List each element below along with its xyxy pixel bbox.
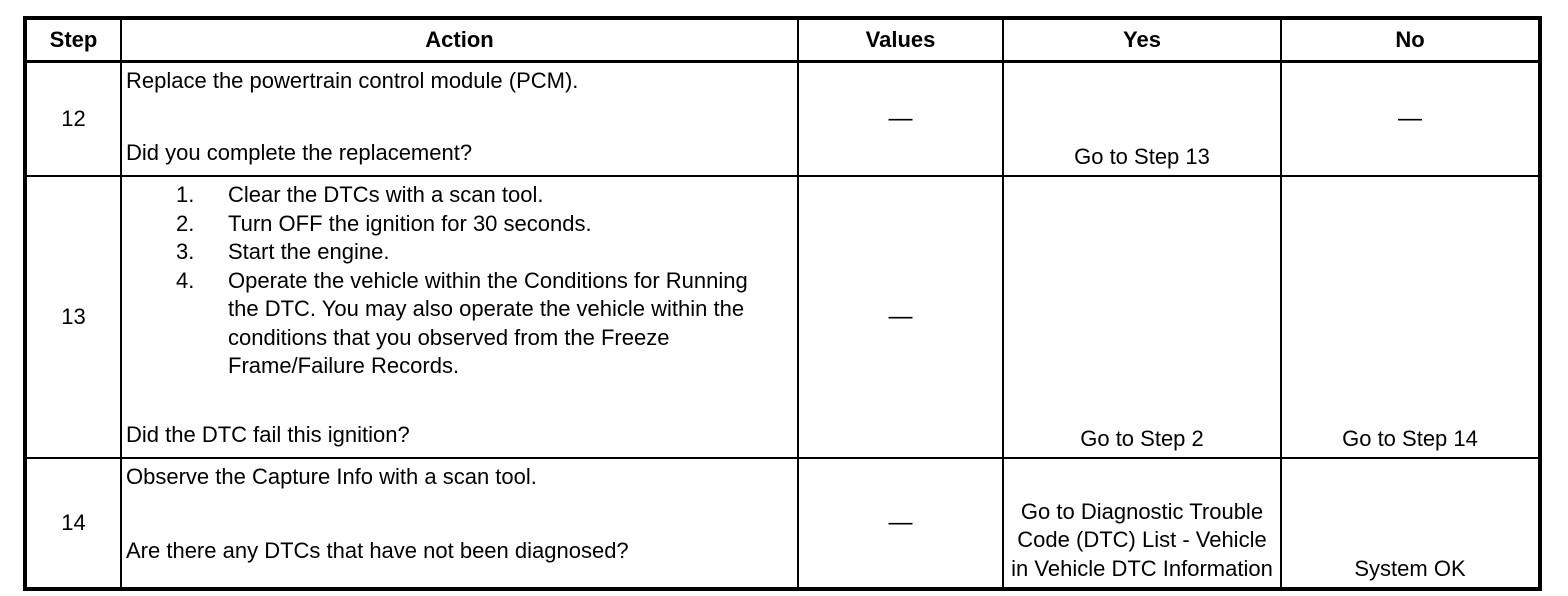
yes-cell [1003, 458, 1281, 589]
list-item-text: Clear the DTCs with a scan tool. [228, 182, 544, 207]
list-item [176, 210, 791, 239]
action-question: Did you complete the replacement? [126, 139, 473, 165]
action-cell [121, 62, 798, 177]
yes-cell [1003, 176, 1281, 458]
diagnostic-table [23, 16, 1542, 591]
values-dash: — [888, 302, 913, 330]
action-question: Did the DTC fail this ignition? [126, 421, 410, 447]
header-values: Values [798, 18, 1003, 62]
list-item-text: Turn OFF the ignition for 30 seconds. [228, 210, 592, 236]
list-item-text: Operate the vehicle within the Conditions for Running the DTC. You may also operate the vehicle within the conditions that you observed from the Freeze Frame/Failure Records. [228, 267, 748, 378]
action-steps-list [126, 181, 791, 381]
yes-result: Go to Step 13 [1074, 143, 1210, 169]
header-step: Step [25, 18, 121, 62]
step-number: 14 [25, 458, 121, 589]
values-dash: — [888, 104, 913, 132]
table-row [25, 176, 1540, 458]
step-number: 13 [25, 176, 121, 458]
list-item-number: 4. [176, 267, 195, 293]
list-item-number: 3. [176, 239, 195, 264]
action-steps [126, 181, 791, 381]
no-cell [1281, 458, 1540, 589]
yes-cell [1003, 62, 1281, 177]
list-item-text: Start the engine. [228, 239, 390, 264]
table-row [25, 62, 1540, 177]
action-cell [121, 176, 798, 458]
list-item [176, 267, 791, 381]
list-item [176, 238, 791, 267]
header-action: Action [121, 18, 798, 62]
action-question: Are there any DTCs that have not been diagnosed? [126, 537, 629, 563]
no-cell [1281, 176, 1540, 458]
list-item [176, 181, 791, 210]
header-row [25, 18, 1540, 62]
action-text: Replace the powertrain control module (PCM). [126, 68, 579, 93]
yes-result: Go to Diagnostic Trouble Code (DTC) List - Vehicle in Vehicle DTC Information [1011, 498, 1273, 581]
values-dash: — [888, 508, 913, 536]
header-yes: Yes [1003, 18, 1281, 62]
list-item-number: 1. [176, 182, 195, 207]
no-dash: — [1398, 104, 1422, 132]
table-row [25, 458, 1540, 589]
no-result: System OK [1354, 555, 1466, 581]
yes-result: Go to Step 2 [1080, 425, 1204, 451]
action-text: Observe the Capture Info with a scan tool. [126, 464, 537, 489]
header-no: No [1281, 18, 1540, 62]
list-item-number: 2. [176, 210, 195, 236]
action-cell [121, 458, 798, 589]
no-result: Go to Step 14 [1342, 425, 1478, 451]
step-number: 12 [25, 62, 121, 177]
no-cell [1281, 62, 1540, 177]
values-cell [798, 62, 1003, 177]
values-cell [798, 458, 1003, 589]
values-cell [798, 176, 1003, 458]
